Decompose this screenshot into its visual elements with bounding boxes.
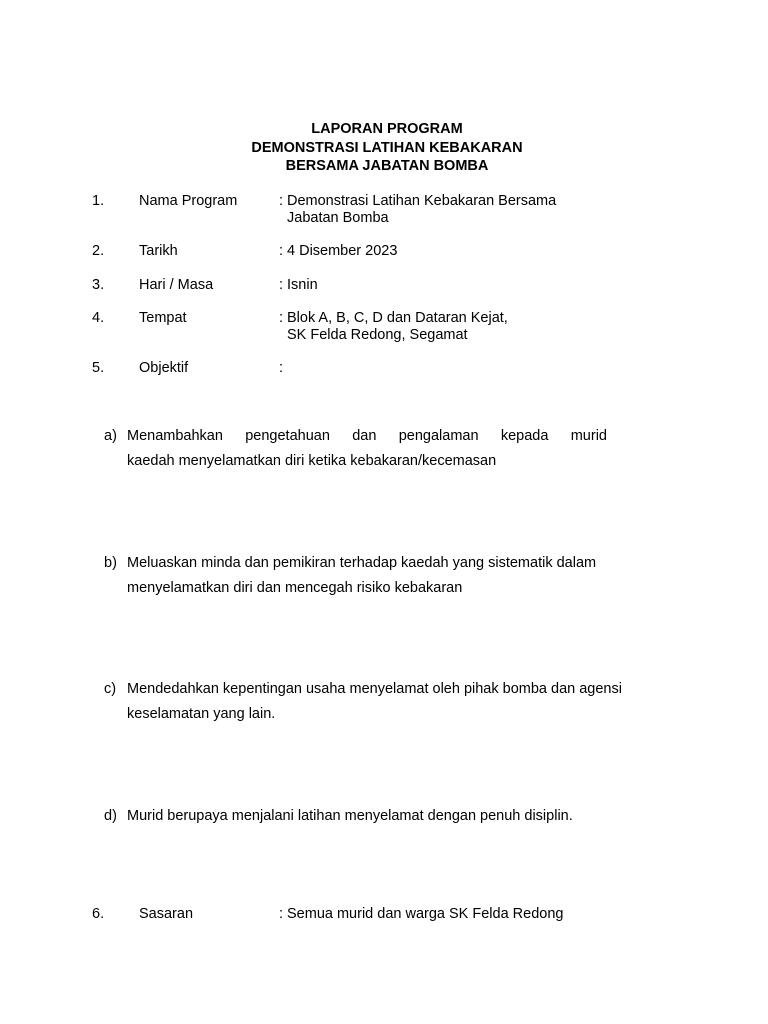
item-colon: : <box>279 310 284 326</box>
objective-text <box>127 677 622 727</box>
objective-text <box>127 804 607 829</box>
value-line: 4 Disember 2023 <box>287 243 398 259</box>
item-number: 5. <box>92 360 105 376</box>
item-value <box>287 277 607 294</box>
item-value <box>287 906 607 923</box>
item-number: 3. <box>92 277 105 293</box>
report-title <box>0 120 768 176</box>
item-colon: : <box>279 193 284 209</box>
objective-text <box>127 424 607 474</box>
item-label: Sasaran <box>139 906 194 922</box>
objective-marker: c) <box>104 681 117 697</box>
value-line: Demonstrasi Latihan Kebakaran Bersama <box>287 193 557 209</box>
objective-line: Murid berupaya menjalani latihan menyelamat dengan penuh disiplin. <box>127 808 573 824</box>
item-number: 4. <box>92 310 105 326</box>
item-number: 1. <box>92 193 105 209</box>
objective-marker: a) <box>104 428 117 444</box>
value-line: Jabatan Bomba <box>287 210 389 226</box>
item-label: Nama Program <box>139 193 238 209</box>
item-value <box>287 310 607 344</box>
title-line-3: BERSAMA JABATAN BOMBA <box>285 158 489 174</box>
item-colon: : <box>279 360 284 376</box>
objective-line: kaedah menyelamatkan diri ketika kebakaran/kecemasan <box>127 453 497 469</box>
objective-marker: b) <box>104 555 117 571</box>
objective-text <box>127 551 607 601</box>
item-value <box>287 193 607 227</box>
objective-line: Mendedahkan kepentingan usaha menyelamat oleh pihak bomba dan agensi <box>127 681 622 697</box>
item-label: Tempat <box>139 310 187 326</box>
objective-marker: d) <box>104 808 117 824</box>
item-value <box>287 243 607 260</box>
item-colon: : <box>279 277 284 293</box>
item-colon: : <box>279 906 284 922</box>
objective-line: keselamatan yang lain. <box>127 706 276 722</box>
item-label: Objektif <box>139 360 189 376</box>
title-line-1: LAPORAN PROGRAM <box>311 121 463 137</box>
title-line-2: DEMONSTRASI LATIHAN KEBAKARAN <box>251 139 523 156</box>
objective-line: Menambahkan pengetahuan dan pengalaman kepada murid <box>127 428 607 444</box>
value-line: Semua murid dan warga SK Felda Redong <box>287 906 564 922</box>
item-number: 6. <box>92 906 105 922</box>
value-line: Blok A, B, C, D dan Dataran Kejat, <box>287 310 508 326</box>
value-line: SK Felda Redong, Segamat <box>287 327 468 343</box>
value-line: Isnin <box>287 277 318 293</box>
item-label: Hari / Masa <box>139 277 214 293</box>
objective-line: menyelamatkan diri dan mencegah risiko kebakaran <box>127 580 463 596</box>
item-colon: : <box>279 243 284 259</box>
item-number: 2. <box>92 243 105 259</box>
item-label: Tarikh <box>139 243 178 259</box>
objective-line: Meluaskan minda dan pemikiran terhadap kaedah yang sistematik dalam <box>127 555 597 571</box>
